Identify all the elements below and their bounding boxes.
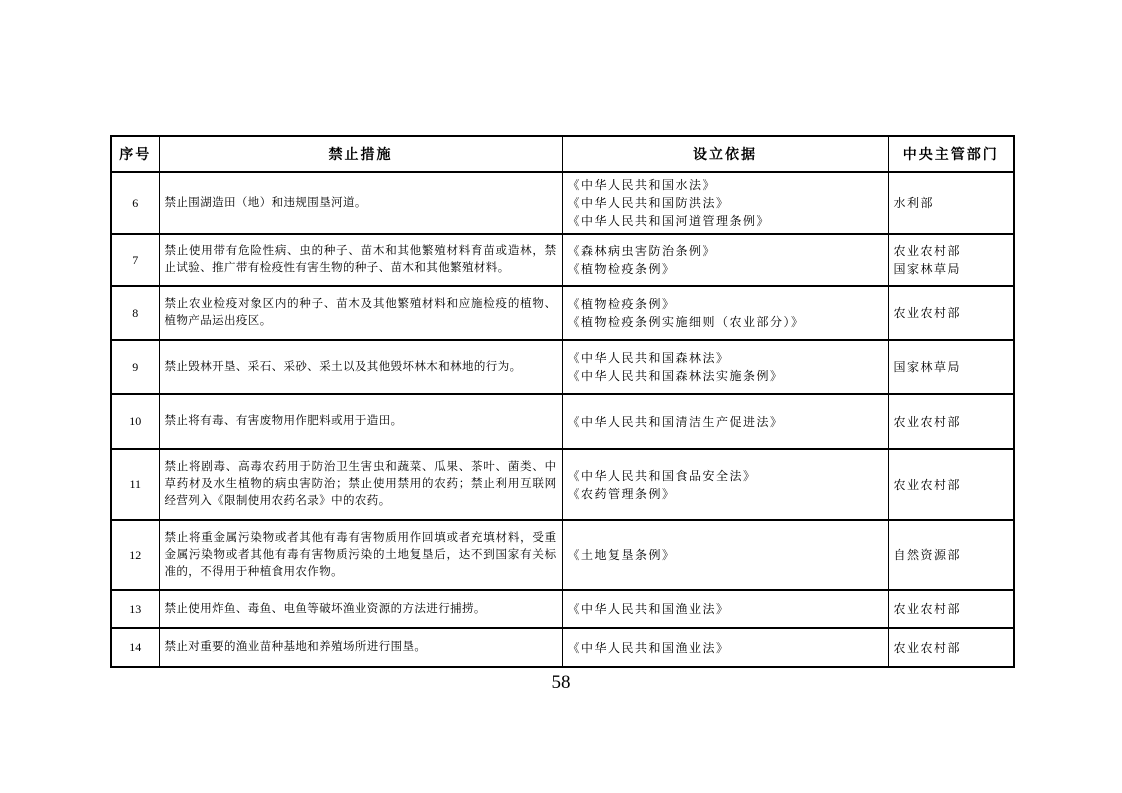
basis-cell	[562, 628, 888, 667]
department-cell	[888, 172, 1014, 234]
department-cell	[888, 628, 1014, 667]
department-line: 水利部	[893, 196, 935, 210]
basis-cell	[562, 394, 888, 449]
basis-cell	[562, 590, 888, 628]
department-cell	[888, 520, 1014, 590]
row-number-cell: 13	[111, 590, 159, 628]
department-cell	[888, 449, 1014, 520]
measure-cell: 禁止农业检疫对象区内的种子、苗木及其他繁殖材料和应施检疫的植物、植物产品运出疫区。	[159, 286, 562, 340]
basis-line: 《中华人民共和国森林法》	[567, 351, 730, 365]
basis-cell	[562, 449, 888, 520]
table-row	[111, 520, 1014, 590]
basis-cell	[562, 520, 888, 590]
table-header-row	[111, 136, 1014, 172]
basis-line: 《植物检疫条例》	[567, 297, 676, 311]
table-row	[111, 172, 1014, 234]
department-line: 农业农村部	[893, 414, 962, 429]
prohibition-table	[110, 135, 1015, 668]
table-row	[111, 628, 1014, 667]
basis-line: 《中华人民共和国清洁生产促进法》	[567, 414, 784, 429]
measure-cell: 禁止围湖造田（地）和违规围垦河道。	[159, 172, 562, 234]
basis-cell	[562, 234, 888, 286]
basis-line: 《中华人民共和国水法》	[567, 178, 717, 192]
header-measure: 禁止措施	[159, 136, 562, 172]
basis-line: 《农药管理条例》	[567, 486, 676, 501]
department-line: 农业农村部	[893, 244, 962, 258]
header-department: 中央主管部门	[888, 136, 1014, 172]
department-cell	[888, 340, 1014, 394]
measure-cell: 禁止将剧毒、高毒农药用于防治卫生害虫和蔬菜、瓜果、茶叶、菌类、中草药材及水生植物的病虫害防治；禁止使用禁用的农药；禁止利用互联网经营列入《限制使用农药名录》中的农药。	[159, 449, 562, 520]
basis-cell	[562, 286, 888, 340]
basis-line: 《植物检疫条例实施细则（农业部分）》	[567, 315, 805, 329]
measure-cell: 禁止使用炸鱼、毒鱼、电鱼等破坏渔业资源的方法进行捕捞。	[159, 590, 562, 628]
table-row	[111, 394, 1014, 449]
basis-line: 《中华人民共和国渔业法》	[567, 602, 730, 616]
row-number-cell: 9	[111, 340, 159, 394]
measure-cell: 禁止使用带有危险性病、虫的种子、苗木和其他繁殖材料育苗或造林，禁止试验、推广带有检疫性有害生物的种子、苗木和其他繁殖材料。	[159, 234, 562, 286]
basis-line: 《中华人民共和国渔业法》	[567, 640, 730, 655]
page-number: 58	[551, 672, 571, 693]
table-row	[111, 590, 1014, 628]
table-row	[111, 449, 1014, 520]
department-cell	[888, 394, 1014, 449]
table-row	[111, 340, 1014, 394]
department-line: 农业农村部	[893, 640, 962, 655]
department-line: 农业农村部	[893, 477, 962, 492]
department-line: 国家林草局	[893, 262, 962, 276]
basis-line: 《植物检疫条例》	[567, 262, 676, 276]
table-row	[111, 286, 1014, 340]
row-number-cell: 8	[111, 286, 159, 340]
basis-cell	[562, 340, 888, 394]
table-row	[111, 234, 1014, 286]
department-cell	[888, 234, 1014, 286]
department-line: 自然资源部	[893, 548, 962, 562]
basis-line: 《中华人民共和国森林法实施条例》	[567, 369, 784, 383]
measure-cell: 禁止毁林开垦、采石、采砂、采土以及其他毁坏林木和林地的行为。	[159, 340, 562, 394]
measure-cell: 禁止对重要的渔业苗种基地和养殖场所进行围垦。	[159, 628, 562, 667]
row-number-cell: 10	[111, 394, 159, 449]
basis-line: 《土地复垦条例》	[567, 548, 676, 562]
department-line: 国家林草局	[893, 360, 962, 374]
row-number-cell: 14	[111, 628, 159, 667]
basis-cell	[562, 172, 888, 234]
row-number-cell: 12	[111, 520, 159, 590]
row-number-cell: 11	[111, 449, 159, 520]
department-cell	[888, 286, 1014, 340]
department-line: 农业农村部	[893, 602, 962, 616]
header-no: 序号	[111, 136, 159, 172]
header-basis: 设立依据	[562, 136, 888, 172]
measure-cell: 禁止将有毒、有害废物用作肥料或用于造田。	[159, 394, 562, 449]
basis-line: 《森林病虫害防治条例》	[567, 244, 717, 258]
row-number-cell: 7	[111, 234, 159, 286]
basis-line: 《中华人民共和国防洪法》	[567, 196, 730, 210]
row-number-cell: 6	[111, 172, 159, 234]
basis-line: 《中华人民共和国食品安全法》	[567, 468, 757, 483]
department-line: 农业农村部	[893, 306, 962, 320]
department-cell	[888, 590, 1014, 628]
measure-cell: 禁止将重金属污染物或者其他有毒有害物质用作回填或者充填材料，受重金属污染物或者其他有毒有害物质污染的土地复垦后，达不到国家有关标准的，不得用于种植食用农作物。	[159, 520, 562, 590]
basis-line: 《中华人民共和国河道管理条例》	[567, 214, 771, 228]
